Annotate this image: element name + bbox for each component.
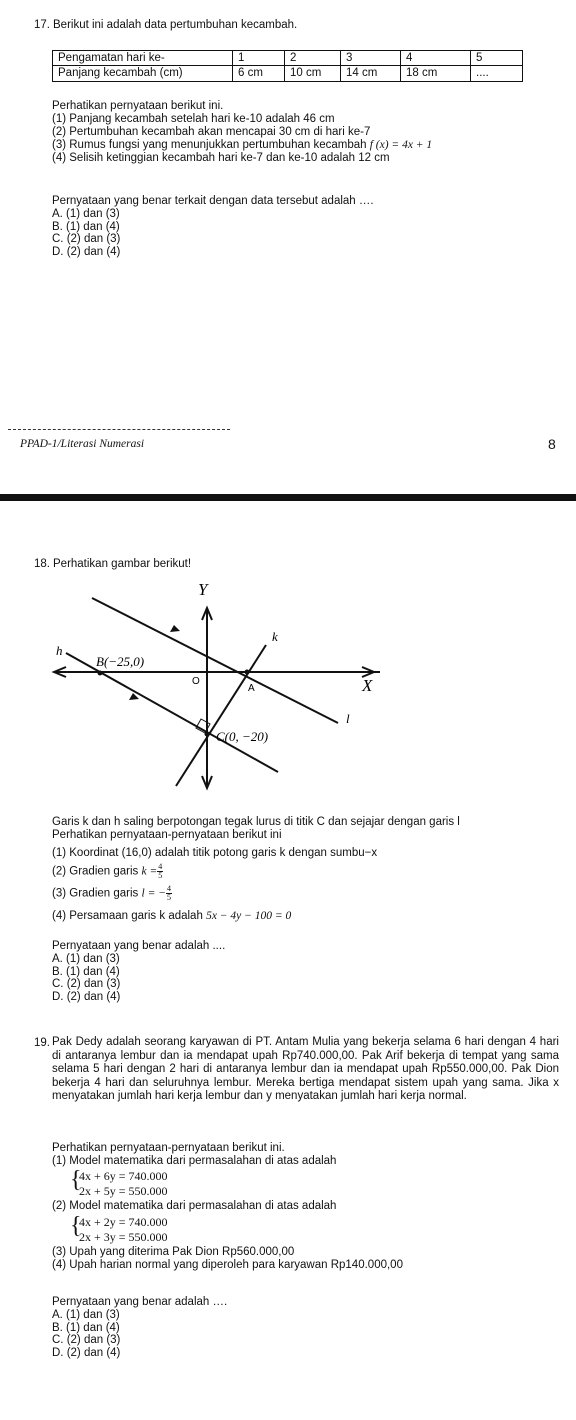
line-l-arrowhead (170, 625, 180, 632)
q18-option-d[interactable]: D. (2) dan (4) (52, 990, 121, 1003)
q17-answer-block (52, 194, 562, 257)
equation: 2x + 3y = 550.000 (79, 1230, 168, 1244)
q19-question: Pernyataan yang benar adalah …. (52, 1296, 228, 1308)
label-x: X (362, 676, 373, 695)
table-row (53, 51, 523, 66)
table-cell: 6 cm (233, 66, 285, 81)
q17-statement-1: (1) Panjang kecambah setelah hari ke-10 adalah 46 cm (52, 113, 335, 125)
label-c: C(0, −20) (216, 729, 269, 744)
q19-statements-tail (52, 1245, 562, 1271)
q17-intro: Perhatikan pernyataan berikut ini. (52, 100, 224, 112)
point-b (98, 671, 103, 676)
q17-option-d[interactable]: D. (2) dan (4) (52, 245, 121, 258)
fraction: $\frac{4}{5}$ (166, 884, 171, 902)
q18-number: 18. (34, 558, 50, 570)
q19-system-1 (70, 1168, 210, 1198)
q19-intro: Perhatikan pernyataan-pernyataan berikut ini. (52, 1142, 285, 1154)
label-h: h (56, 643, 63, 658)
growth-table (52, 50, 523, 82)
q19-text: Pak Dedy adalah seorang karyawan di PT. Antam Mulia yang bekerja selama 6 hari dengan 4 hari di antaranya lembur dan ia mendapat upah Rp740.000,00. Pak Arif bekerja di tempat yang sama selama 5 hari dengan 2 hari di antaranya lembur dan ia mendapat upah Rp550.000,00. Pak Dion bekerja 4 hari dan seluruhnya lembur. Mereka bertiga mendapat sistem upah yang sama. Jika x menyatakan jumlah hari kerja lembur dan y menyatakan jumlah hari kerja normal. (52, 1036, 559, 1102)
q19-statement-2-block (52, 1199, 562, 1212)
table-cell: 14 cm (341, 66, 401, 81)
table-cell: Panjang kecambah (cm) (53, 66, 233, 81)
q17-option-a[interactable]: A. (1) dan (3) (52, 208, 120, 220)
fraction: $\frac{4}{5}$ (158, 862, 163, 880)
q18-desc-line-2: Perhatikan pernyataan-pernyataan berikut ini (52, 829, 282, 841)
q19-statement-2: (2) Model matematika dari permasalahan di atas adalah (52, 1200, 337, 1212)
q17-stem: Berikut ini adalah data pertumbuhan kecambah. (53, 19, 298, 31)
table-cell: Pengamatan hari ke- (53, 51, 233, 66)
q19-statements-head (52, 1141, 562, 1167)
q18-stem: Perhatikan gambar berikut! (53, 558, 192, 570)
point-a (245, 670, 250, 675)
q18-statement-2: (2) Gradien garis k = $\frac{4}{5}$ (52, 862, 163, 880)
label-b: B(−25,0) (96, 654, 145, 669)
q19-option-b[interactable]: B. (1) dan (4) (52, 1321, 120, 1334)
label-l: l (346, 711, 350, 726)
q17-formula: f (x) = 4x + 1 (369, 139, 433, 151)
q17-statements (52, 99, 562, 164)
table-cell: 2 (285, 51, 341, 66)
brace: { (70, 1213, 82, 1239)
table-cell: .... (471, 66, 523, 81)
q19-option-d[interactable]: D. (2) dan (4) (52, 1346, 121, 1359)
q17-number: 17. (34, 19, 50, 31)
q18-option-b[interactable]: B. (1) dan (4) (52, 965, 120, 978)
q18-desc-line-1: Garis k dan h saling berpotongan tegak lurus di titik C dan sejajar dengan garis l (52, 816, 460, 828)
q18-option-c[interactable]: C. (2) dan (3) (52, 978, 121, 990)
q19-option-c[interactable]: C. (2) dan (3) (52, 1334, 121, 1346)
q18-statement-1: (1) Koordinat (16,0) adalah titik potong garis k dengan sumbu−x (52, 847, 378, 859)
table-cell: 1 (233, 51, 285, 66)
table-cell: 18 cm (401, 66, 471, 81)
q17-statement-3: (3) Rumus fungsi yang menunjukkan pertumbuhan kecambah f (x) = 4x + 1 (52, 139, 433, 151)
q17-statement-4: (4) Selisih ketinggian kecambah hari ke-7 dan ke-10 adalah 12 cm (52, 152, 390, 164)
q17-option-b[interactable]: B. (1) dan (4) (52, 220, 120, 233)
label-y: Y (198, 580, 208, 599)
q19-statement-4: (4) Upah harian normal yang diperoleh para karyawan Rp140.000,00 (52, 1259, 403, 1271)
q18-figure (40, 575, 373, 800)
page-separator (0, 494, 576, 501)
footer-dashed-rule (8, 429, 230, 430)
table-cell: 3 (341, 51, 401, 66)
q19-statement-3: (3) Upah yang diterima Pak Dion Rp560.000,00 (52, 1246, 295, 1258)
q19-option-a[interactable]: A. (1) dan (3) (52, 1309, 120, 1321)
equation: 4x + 6y = 740.000 (79, 1169, 168, 1183)
label-o: O (192, 676, 200, 687)
table-row (53, 66, 523, 81)
label-k: k (272, 629, 278, 644)
q18-statement-3: (3) Gradien garis l = − $\frac{4}{5}$ (52, 884, 171, 902)
table-cell: 5 (471, 51, 523, 66)
q19-answer-block (52, 1295, 562, 1358)
brace: { (70, 1167, 82, 1193)
q18-answer-block (52, 939, 562, 1002)
q17-option-c[interactable]: C. (2) dan (3) (52, 233, 121, 245)
equation: 2x + 5y = 550.000 (79, 1184, 168, 1198)
q19-system-2 (70, 1214, 210, 1244)
q19-statement-1: (1) Model matematika dari permasalahan di atas adalah (52, 1155, 337, 1167)
q18-description (52, 815, 562, 841)
q18-option-a[interactable]: A. (1) dan (3) (52, 953, 120, 965)
q17-statement-2: (2) Pertumbuhan kecambah akan mencapai 30 cm di hari ke-7 (52, 126, 371, 138)
equation: 4x + 2y = 740.000 (79, 1215, 168, 1229)
q18-statement-4: (4) Persamaan garis k adalah 5x − 4y − 100 = 0 (52, 910, 292, 922)
table-cell: 10 cm (285, 66, 341, 81)
label-a: A (248, 683, 255, 694)
footer-label: PPAD-1/Literasi Numerasi (20, 438, 145, 450)
point-c (205, 732, 210, 737)
page-number: 8 (548, 436, 556, 452)
q17-question: Pernyataan yang benar terkait dengan data tersebut adalah …. (52, 195, 374, 207)
q18-question: Pernyataan yang benar adalah .... (52, 940, 226, 952)
q19-number: 19. (34, 1037, 50, 1049)
q18-statements (52, 846, 562, 922)
table-cell: 4 (401, 51, 471, 66)
line-k (176, 645, 269, 786)
